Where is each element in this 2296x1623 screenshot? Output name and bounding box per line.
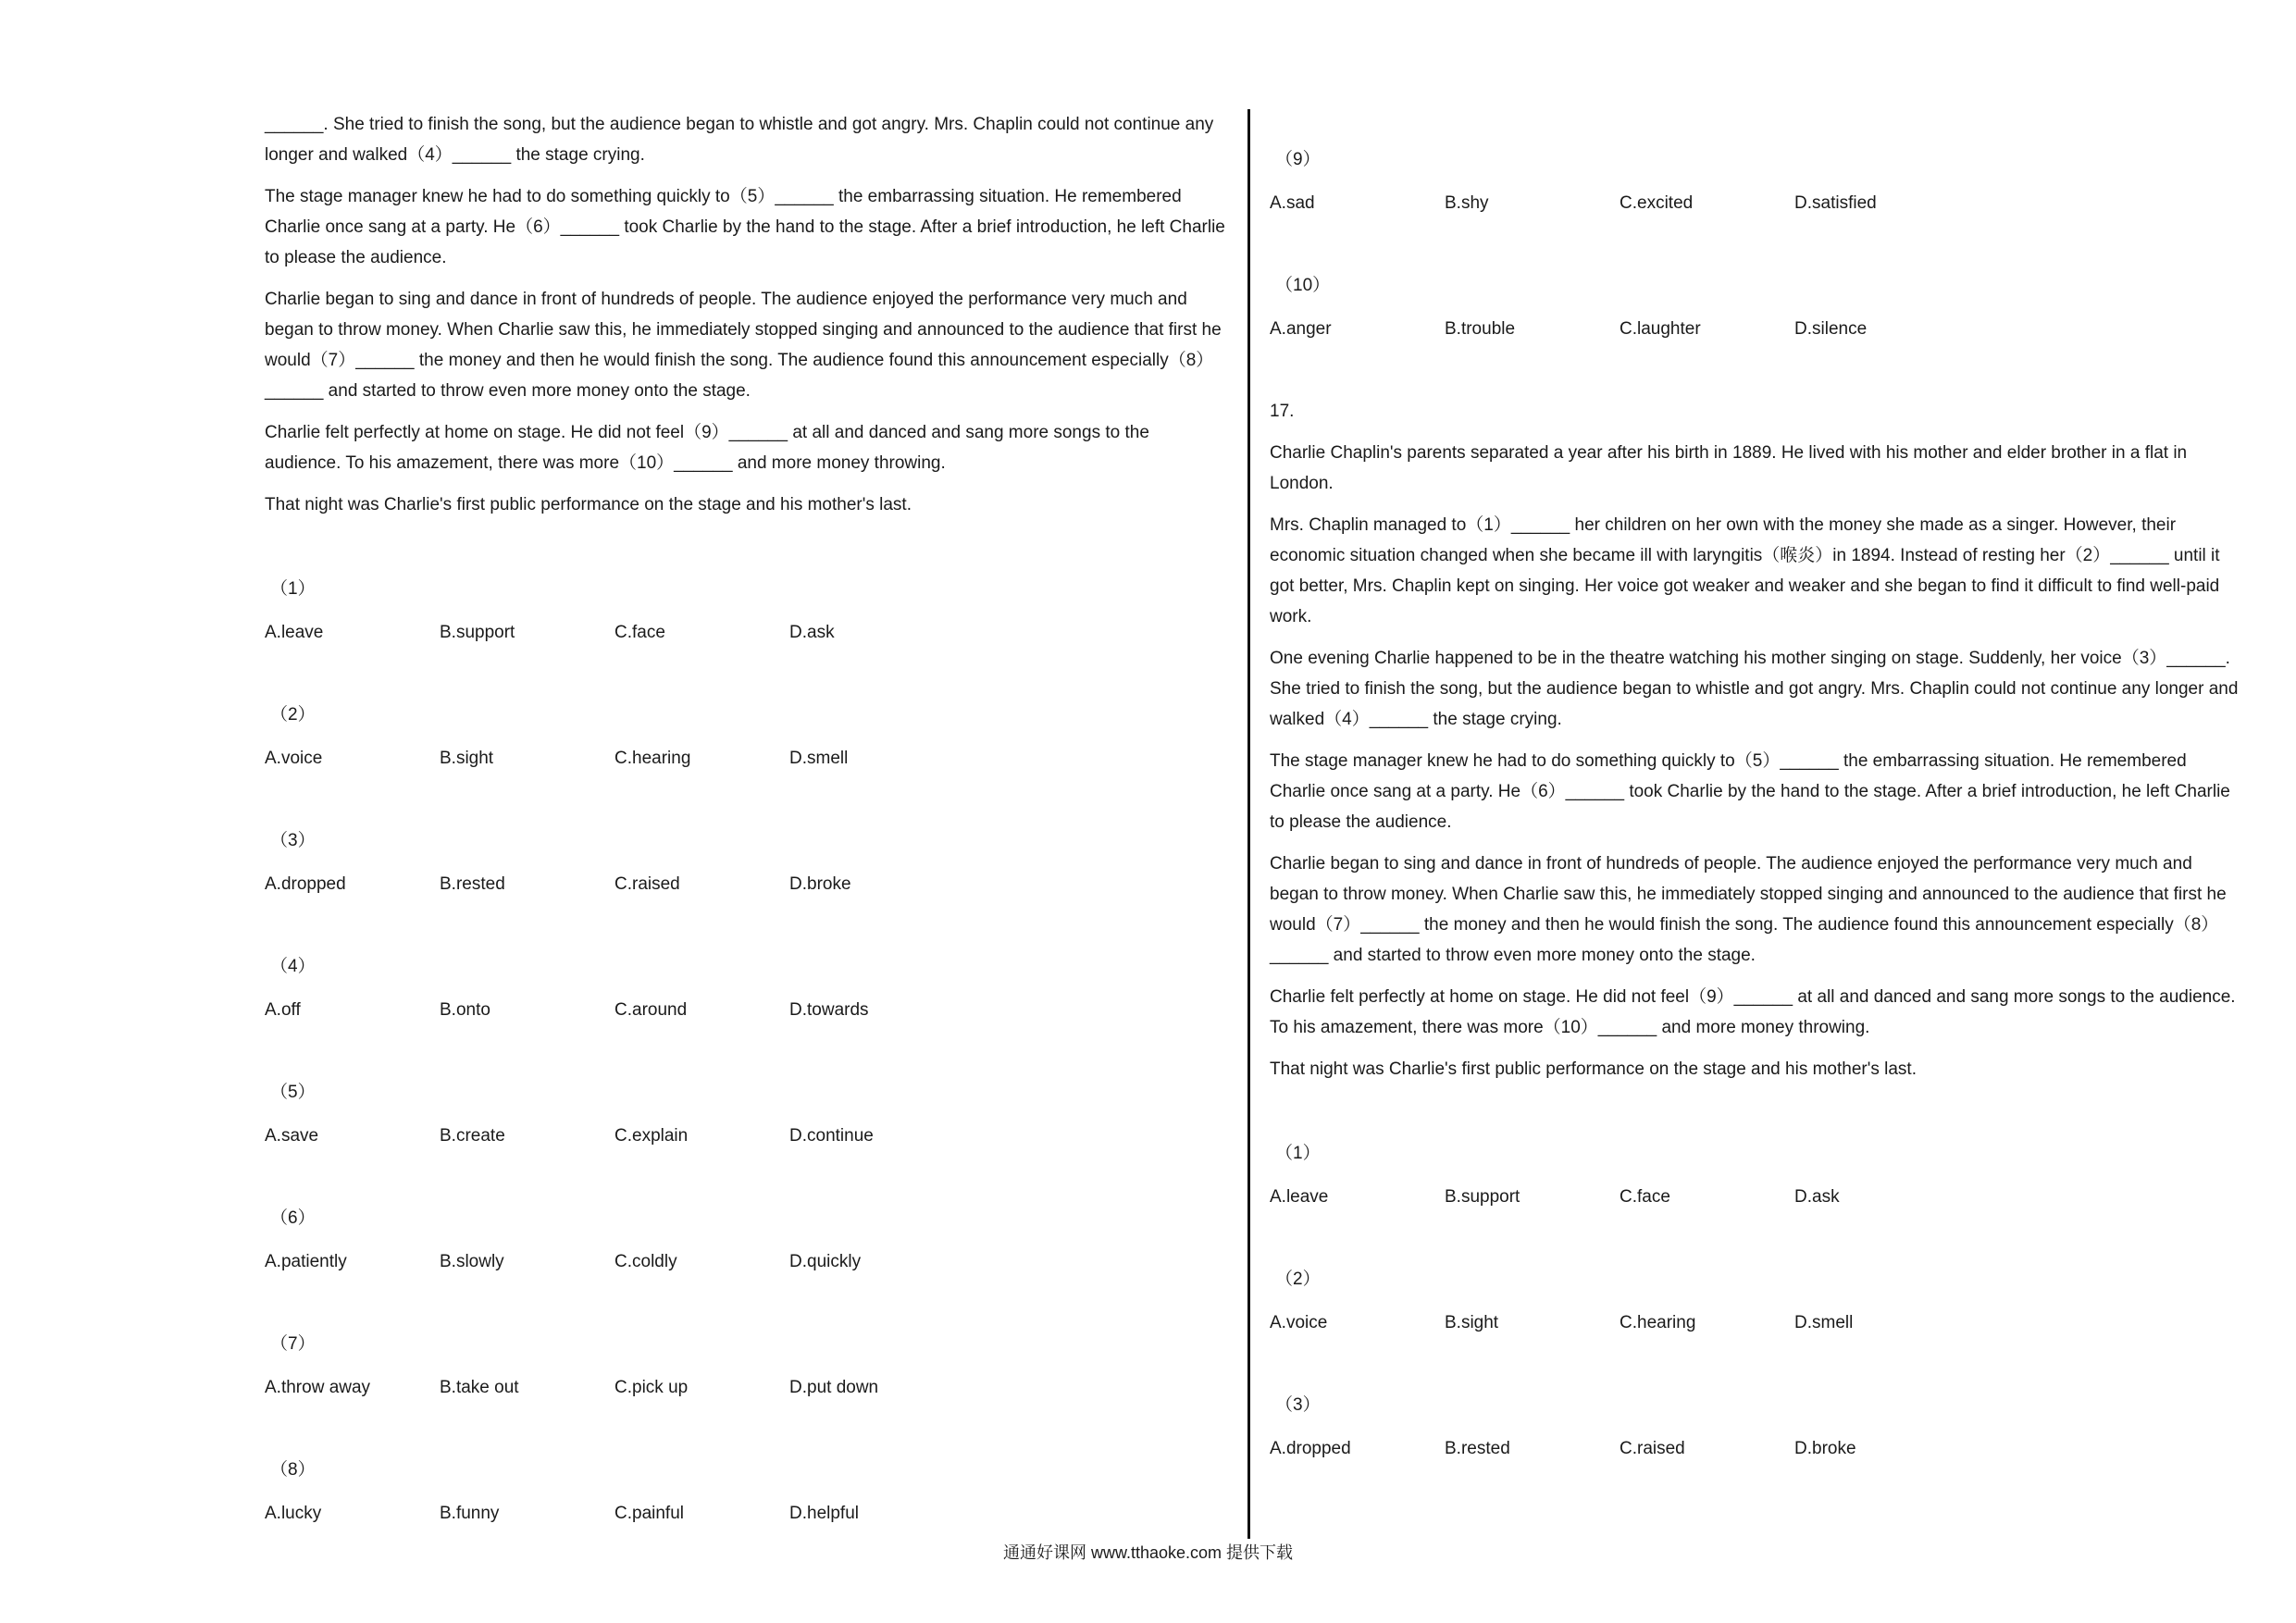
option-c: C.laughter	[1620, 319, 1701, 339]
question-number: （1）	[270, 579, 316, 599]
option-row	[1270, 314, 2241, 396]
option-a: A.dropped	[265, 874, 346, 894]
right-top-question-list	[1270, 144, 2241, 396]
option-c: C.face	[614, 623, 665, 642]
option-b: B.rested	[1445, 1439, 1510, 1458]
question-number: （9）	[1275, 150, 1321, 169]
option-row	[265, 1372, 1225, 1455]
option-row	[265, 869, 1225, 951]
passage-paragraph: Charlie felt perfectly at home on stage. He did not feel（9）______ at all and danced and sang more songs to the audience. To his amazement, there was more（10）______ and more money throwing.	[265, 423, 1149, 473]
option-c: C.excited	[1620, 193, 1694, 213]
option-d: D.ask	[789, 623, 835, 642]
question-number: （6）	[270, 1208, 316, 1228]
option-d: D.broke	[1794, 1439, 1856, 1458]
option-a: A.leave	[265, 623, 324, 642]
question-item	[1270, 144, 2241, 270]
question-number: （4）	[270, 957, 316, 976]
question-item	[265, 1329, 1225, 1455]
option-b: B.take out	[440, 1378, 519, 1397]
passage-paragraph: The stage manager knew he had to do something quickly to（5）______ the embarrassing situation. He remembered Charlie once sang at a party. He（6）______ took Charlie by the hand to the stage. After a brief introduction, he left Charlie to please the audience.	[265, 187, 1225, 267]
option-row	[265, 1121, 1225, 1203]
option-row	[265, 617, 1225, 700]
option-b: B.sight	[1445, 1313, 1499, 1332]
option-b: B.shy	[1445, 193, 1489, 213]
option-a: A.lucky	[265, 1504, 322, 1523]
option-a: A.throw away	[265, 1378, 371, 1397]
option-c: C.hearing	[614, 749, 691, 768]
option-c: C.face	[1620, 1187, 1670, 1207]
question-number: （7）	[270, 1334, 316, 1354]
question-number: （2）	[1275, 1270, 1321, 1289]
option-d: D.quickly	[789, 1252, 862, 1271]
left-column	[265, 109, 1225, 1580]
question-item	[1270, 1264, 2241, 1390]
passage-paragraph: That night was Charlie's first public performance on the stage and his mother's last.	[265, 495, 912, 514]
option-d: D.ask	[1794, 1187, 1840, 1207]
option-b: B.rested	[440, 874, 505, 894]
option-b: B.support	[440, 623, 515, 642]
question-number: （3）	[270, 831, 316, 850]
option-row	[1270, 188, 2241, 270]
option-c: C.hearing	[1620, 1313, 1696, 1332]
option-row	[265, 995, 1225, 1077]
option-d: D.silence	[1794, 319, 1868, 339]
passage-paragraph: Charlie felt perfectly at home on stage. He did not feel（9）______ at all and danced and sang more songs to the audience. To his amazement, there was more（10）______ and more money throwing.	[1270, 987, 2236, 1037]
option-c: C.raised	[614, 874, 680, 894]
option-c: C.around	[614, 1000, 688, 1020]
passage-paragraph: That night was Charlie's first public performance on the stage and his mother's last.	[1270, 1059, 1917, 1079]
passage-paragraph: Charlie began to sing and dance in front of hundreds of people. The audience enjoyed the performance very much and began to throw money. When Charlie saw this, he immediately stopped singing and announced to the audience that first he would（7）______ the money and then he would finish the song. The audience found this announcement especially（8）______ and started to throw even more money onto the stage.	[1270, 854, 2227, 965]
question-number: （1）	[1275, 1144, 1321, 1163]
question-17-number: 17.	[1270, 402, 1295, 421]
option-b: B.support	[1445, 1187, 1520, 1207]
question-item	[1270, 1138, 2241, 1264]
option-c: C.coldly	[614, 1252, 677, 1271]
option-a: A.anger	[1270, 319, 1332, 339]
question-number: （10）	[1275, 276, 1331, 295]
question-number: （2）	[270, 705, 316, 725]
option-row	[1270, 1307, 2241, 1390]
passage-paragraph: One evening Charlie happened to be in the theatre watching his mother singing on stage. Suddenly, her voice（3）______. She tried to finish the song, but the audience began to whistle and got angry. Mrs. Chaplin could not continue any longer and walked（4）______ the stage crying.	[1270, 649, 2239, 729]
option-b: B.slowly	[440, 1252, 504, 1271]
option-c: C.painful	[614, 1504, 684, 1523]
option-a: A.voice	[1270, 1313, 1328, 1332]
passage-paragraph: Charlie began to sing and dance in front of hundreds of people. The audience enjoyed the performance very much and began to throw money. When Charlie saw this, he immediately stopped singing and announced to the audience that first he would（7）______ the money and then he would finish the song. The audience found this announcement especially（8）______ and started to throw even more money onto the stage.	[265, 290, 1222, 401]
option-b: B.create	[440, 1126, 505, 1146]
question-item	[265, 1203, 1225, 1329]
question-item	[265, 700, 1225, 825]
passage-paragraph: Mrs. Chaplin managed to（1）______ her children on her own with the money she made as a singer. However, their economic situation changed when she became ill with laryngitis（喉炎）in 1894. Instead of resting her（2）______ until it got better, Mrs. Chaplin kept on singing. Her voice got weaker and weaker and she began to find it difficult to find well-paid work.	[1270, 515, 2220, 626]
passage-paragraph: The stage manager knew he had to do something quickly to（5）______ the embarrassing situation. He remembered Charlie once sang at a party. He（6）______ took Charlie by the hand to the stage. After a brief introduction, he left Charlie to please the audience.	[1270, 751, 2230, 832]
option-row	[265, 743, 1225, 825]
option-a: A.dropped	[1270, 1439, 1351, 1458]
column-divider	[1247, 109, 1250, 1539]
question-item	[265, 825, 1225, 951]
option-d: D.continue	[789, 1126, 874, 1146]
question-number: （8）	[270, 1460, 316, 1480]
right-column	[1270, 109, 2241, 1516]
page-footer: 通通好课网 www.tthaoke.com 提供下载	[1002, 1543, 1294, 1562]
question-number: （3）	[1275, 1395, 1321, 1415]
option-d: D.broke	[789, 874, 851, 894]
option-a: A.patiently	[265, 1252, 347, 1271]
option-b: B.trouble	[1445, 319, 1516, 339]
option-c: C.raised	[1620, 1439, 1685, 1458]
question-item	[265, 574, 1225, 700]
question-item	[1270, 270, 2241, 396]
left-passage	[265, 109, 1225, 520]
option-b: B.sight	[440, 749, 494, 768]
option-d: D.smell	[1794, 1313, 1854, 1332]
option-a: A.sad	[1270, 193, 1315, 213]
option-row	[265, 1498, 1225, 1580]
option-b: B.funny	[440, 1504, 500, 1523]
option-a: A.save	[265, 1126, 319, 1146]
option-row	[1270, 1182, 2241, 1264]
question-number: （5）	[270, 1083, 316, 1102]
passage-paragraph: Charlie Chaplin's parents separated a year after his birth in 1889. He lived with his mother and elder brother in a flat in London.	[1270, 443, 2188, 493]
question-item	[265, 1077, 1225, 1203]
option-d: D.towards	[789, 1000, 869, 1020]
left-question-list	[265, 574, 1225, 1580]
option-c: C.pick up	[614, 1378, 689, 1397]
option-d: D.smell	[789, 749, 849, 768]
option-b: B.onto	[440, 1000, 490, 1020]
option-d: D.helpful	[789, 1504, 859, 1523]
option-a: A.off	[265, 1000, 301, 1020]
option-d: D.satisfied	[1794, 193, 1877, 213]
option-a: A.voice	[265, 749, 323, 768]
right-passage	[1270, 438, 2241, 1084]
option-a: A.leave	[1270, 1187, 1329, 1207]
passage-paragraph: ______. She tried to finish the song, but the audience began to whistle and got angry. Mrs. Chaplin could not continue any longer and walked（4）______ the stage crying.	[265, 115, 1214, 165]
option-c: C.explain	[614, 1126, 689, 1146]
option-row	[265, 1246, 1225, 1329]
question-item	[1270, 1390, 2241, 1516]
option-d: D.put down	[789, 1378, 879, 1397]
right-question-list	[1270, 1138, 2241, 1516]
option-row	[1270, 1433, 2241, 1516]
question-item	[265, 951, 1225, 1077]
